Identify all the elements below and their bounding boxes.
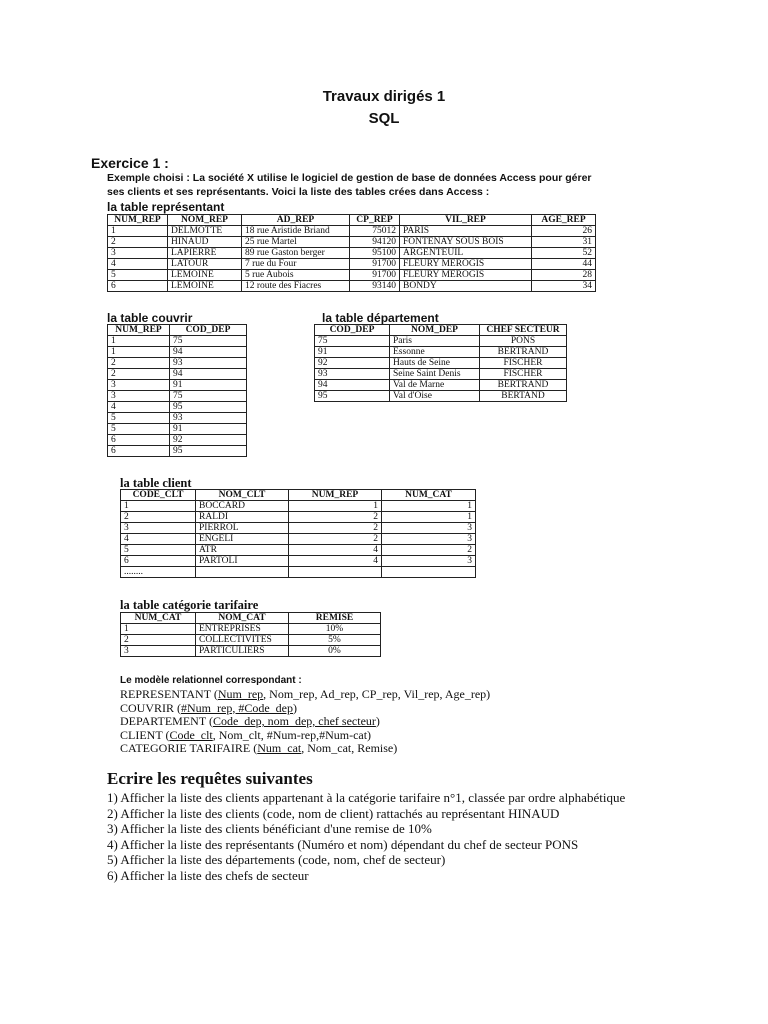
table-row bbox=[121, 624, 381, 635]
table-row bbox=[108, 424, 247, 435]
table-cell: 94 bbox=[170, 369, 247, 380]
request-item: 6) Afficher la liste des chefs de secteur bbox=[107, 867, 309, 883]
table-cell: 5 rue Aubois bbox=[242, 270, 350, 281]
categorie-table bbox=[120, 612, 381, 657]
table-row bbox=[108, 226, 596, 237]
table-row bbox=[108, 413, 247, 424]
table-row bbox=[108, 369, 247, 380]
table-header-row bbox=[108, 215, 596, 226]
couvrir-table bbox=[107, 324, 247, 457]
table-cell: BERTRAND bbox=[480, 380, 567, 391]
table-cell: LATOUR bbox=[168, 259, 242, 270]
column-header: NOM_CLT bbox=[196, 490, 289, 501]
table-cell: PARTOLI bbox=[196, 556, 289, 567]
table-cell bbox=[289, 567, 382, 578]
relational-model bbox=[120, 688, 580, 756]
table-cell: 3 bbox=[108, 248, 168, 259]
table-row bbox=[108, 380, 247, 391]
table-row bbox=[121, 635, 381, 646]
model-relation-name: REPRESENTANT ( bbox=[120, 687, 218, 701]
table-header-row bbox=[315, 325, 567, 336]
table-cell: 94 bbox=[315, 380, 390, 391]
table-cell: PIERROL bbox=[196, 523, 289, 534]
column-header: NOM_CAT bbox=[196, 613, 289, 624]
table-cell: RALDI bbox=[196, 512, 289, 523]
model-attributes: ) bbox=[293, 700, 297, 715]
model-primary-key: Num_rep bbox=[217, 687, 264, 701]
table-cell: 26 bbox=[532, 226, 596, 237]
table-cell: ARGENTEUIL bbox=[400, 248, 532, 259]
column-header: NUM_CAT bbox=[382, 490, 476, 501]
table-cell: LEMOINE bbox=[168, 281, 242, 292]
table-cell: LAPIERRE bbox=[168, 248, 242, 259]
table-cell: 95 bbox=[170, 402, 247, 413]
requests-heading: Ecrire les requêtes suivantes bbox=[107, 769, 313, 788]
table-cell: 4 bbox=[121, 534, 196, 545]
table-row bbox=[121, 567, 476, 578]
table-cell: 28 bbox=[532, 270, 596, 281]
table-cell bbox=[382, 567, 476, 578]
table-cell: 1 bbox=[108, 347, 170, 358]
table-row bbox=[108, 259, 596, 270]
couvrir-table-label: la table couvrir bbox=[107, 311, 193, 325]
table-cell: 91 bbox=[170, 424, 247, 435]
table-cell: 3 bbox=[382, 556, 476, 567]
representant-table bbox=[107, 214, 596, 292]
table-cell: 7 rue du Four bbox=[242, 259, 350, 270]
table-cell: Essonne bbox=[390, 347, 480, 358]
table-row bbox=[315, 347, 567, 358]
table-cell: 4 bbox=[108, 259, 168, 270]
column-header: NUM_REP bbox=[108, 215, 168, 226]
model-relation-name: COUVRIR ( bbox=[120, 700, 182, 715]
table-cell: 3 bbox=[382, 534, 476, 545]
table-row bbox=[121, 545, 476, 556]
model-line-representant bbox=[120, 688, 580, 702]
table-cell: 93 bbox=[315, 369, 390, 380]
table-row bbox=[315, 369, 567, 380]
model-line-departement bbox=[120, 715, 580, 729]
model-primary-key: Code_clt bbox=[169, 727, 213, 742]
table-header-row bbox=[108, 325, 247, 336]
table-cell: 93 bbox=[170, 358, 247, 369]
table-cell: 1 bbox=[108, 336, 170, 347]
table-cell: 5 bbox=[108, 270, 168, 281]
table-cell: 4 bbox=[289, 556, 382, 567]
table-cell: BONDY bbox=[400, 281, 532, 292]
table-cell: 91700 bbox=[350, 259, 400, 270]
table-row bbox=[121, 501, 476, 512]
model-attributes: , Nom_cat, Remise) bbox=[301, 741, 398, 755]
table-row bbox=[121, 534, 476, 545]
column-header: COD_DEP bbox=[315, 325, 390, 336]
page-title: Travaux dirigés 1 bbox=[322, 88, 446, 105]
table-cell: ATR bbox=[196, 545, 289, 556]
table-cell: 75 bbox=[315, 336, 390, 347]
table-cell: 93 bbox=[170, 413, 247, 424]
request-item: 4) Afficher la liste des représentants (Numéro et nom) dépendant du chef de secteur PONS bbox=[107, 836, 579, 852]
table-row bbox=[108, 435, 247, 446]
table-cell: 2 bbox=[121, 512, 196, 523]
table-cell: LEMOINE bbox=[168, 270, 242, 281]
table-cell: 95100 bbox=[350, 248, 400, 259]
categorie-table-label: la table catégorie tarifaire bbox=[120, 598, 259, 612]
table-cell: FONTENAY SOUS BOIS bbox=[400, 237, 532, 248]
table-cell: 5 bbox=[108, 424, 170, 435]
table-cell: PONS bbox=[480, 336, 567, 347]
table-row bbox=[121, 646, 381, 657]
table-row bbox=[315, 380, 567, 391]
departement-table bbox=[314, 324, 567, 402]
table-cell: 0% bbox=[289, 646, 381, 657]
table-cell: 93140 bbox=[350, 281, 400, 292]
table-cell: 1 bbox=[382, 512, 476, 523]
table-cell: FLEURY MEROGIS bbox=[400, 270, 532, 281]
table-cell: 1 bbox=[382, 501, 476, 512]
page-subtitle: SQL bbox=[368, 110, 400, 127]
table-row bbox=[108, 402, 247, 413]
table-cell: 18 rue Aristide Briand bbox=[242, 226, 350, 237]
table-cell: 1 bbox=[108, 226, 168, 237]
table-cell: DELMOTTE bbox=[168, 226, 242, 237]
table-row bbox=[315, 358, 567, 369]
table-cell: 91700 bbox=[350, 270, 400, 281]
table-row bbox=[108, 248, 596, 259]
representant-table-label: la table représentant bbox=[107, 200, 225, 214]
table-row bbox=[315, 391, 567, 402]
model-heading: Le modèle relationnel correspondant : bbox=[120, 675, 302, 686]
table-row bbox=[108, 391, 247, 402]
table-cell: 3 bbox=[121, 523, 196, 534]
table-row bbox=[108, 270, 596, 281]
column-header: NUM_REP bbox=[108, 325, 170, 336]
model-relation-name: DEPARTEMENT ( bbox=[120, 714, 213, 728]
table-cell: BOCCARD bbox=[196, 501, 289, 512]
table-cell: 5 bbox=[121, 545, 196, 556]
table-cell: 75012 bbox=[350, 226, 400, 237]
table-cell: 94 bbox=[170, 347, 247, 358]
table-row bbox=[108, 237, 596, 248]
table-cell bbox=[196, 567, 289, 578]
table-cell: 1 bbox=[289, 501, 382, 512]
table-cell: 95 bbox=[315, 391, 390, 402]
table-cell: 52 bbox=[532, 248, 596, 259]
column-header: NOM_DEP bbox=[390, 325, 480, 336]
table-row bbox=[108, 281, 596, 292]
table-cell: 2 bbox=[289, 523, 382, 534]
table-cell: 92 bbox=[315, 358, 390, 369]
table-cell: 89 rue Gaston berger bbox=[242, 248, 350, 259]
table-cell: 5% bbox=[289, 635, 381, 646]
model-primary-key: Code_dep, nom_dep, chef secteur bbox=[212, 714, 376, 728]
model-line-categorie bbox=[120, 742, 580, 756]
table-cell: 2 bbox=[121, 635, 196, 646]
table-cell: BERTAND bbox=[480, 391, 567, 402]
table-cell: ENTREPRISES bbox=[196, 624, 289, 635]
table-cell: Paris bbox=[390, 336, 480, 347]
table-cell: Val de Marne bbox=[390, 380, 480, 391]
table-row bbox=[108, 336, 247, 347]
table-cell: 2 bbox=[289, 512, 382, 523]
column-header: REMISE bbox=[289, 613, 381, 624]
table-cell: 44 bbox=[532, 259, 596, 270]
client-table bbox=[120, 489, 476, 578]
requests-list bbox=[107, 790, 687, 883]
request-item: 2) Afficher la liste des clients (code, nom de client) rattachés au représentant HINAUD bbox=[107, 805, 560, 821]
table-cell: PARIS bbox=[400, 226, 532, 237]
model-relation-name: CLIENT ( bbox=[120, 727, 170, 742]
column-header: COD_DEP bbox=[170, 325, 247, 336]
table-cell: 2 bbox=[108, 369, 170, 380]
table-cell: ........ bbox=[121, 567, 196, 578]
column-header: VIL_REP bbox=[400, 215, 532, 226]
table-cell: FISCHER bbox=[480, 358, 567, 369]
request-item: 5) Afficher la liste des départements (code, nom, chef de secteur) bbox=[107, 852, 446, 867]
model-line-client bbox=[120, 729, 580, 743]
table-cell: 5 bbox=[108, 413, 170, 424]
column-header: AD_REP bbox=[242, 215, 350, 226]
client-table-label: la table client bbox=[120, 476, 192, 490]
column-header: CODE_CLT bbox=[121, 490, 196, 501]
table-cell: 91 bbox=[315, 347, 390, 358]
table-header-row bbox=[121, 613, 381, 624]
table-cell: 75 bbox=[170, 336, 247, 347]
table-cell: COLLECTIVITES bbox=[196, 635, 289, 646]
table-cell: 34 bbox=[532, 281, 596, 292]
table-cell: 2 bbox=[382, 545, 476, 556]
table-row bbox=[108, 347, 247, 358]
table-cell: 6 bbox=[121, 556, 196, 567]
table-cell: 3 bbox=[108, 391, 170, 402]
column-header: CHEF SECTEUR bbox=[480, 325, 567, 336]
table-cell: 6 bbox=[108, 446, 170, 457]
table-cell: 6 bbox=[108, 281, 168, 292]
table-cell: 94120 bbox=[350, 237, 400, 248]
table-cell: PARTICULIERS bbox=[196, 646, 289, 657]
table-cell: 1 bbox=[121, 501, 196, 512]
table-cell: 31 bbox=[532, 237, 596, 248]
table-cell: 6 bbox=[108, 435, 170, 446]
table-cell: 95 bbox=[170, 446, 247, 457]
column-header: NUM_REP bbox=[289, 490, 382, 501]
model-relation-name: CATEGORIE TARIFAIRE ( bbox=[120, 741, 258, 755]
table-cell: Val d'Oise bbox=[390, 391, 480, 402]
table-cell: 1 bbox=[121, 624, 196, 635]
model-attributes: , Nom_rep, Ad_rep, CP_rep, Vil_rep, Age_rep) bbox=[263, 687, 491, 701]
model-attributes: , Nom_clt, #Num-rep,#Num-cat) bbox=[212, 727, 372, 742]
table-cell: 2 bbox=[289, 534, 382, 545]
model-primary-key: Num_cat bbox=[257, 741, 302, 755]
table-cell: 92 bbox=[170, 435, 247, 446]
table-cell: 75 bbox=[170, 391, 247, 402]
column-header: NUM_CAT bbox=[121, 613, 196, 624]
exercise-heading: Exercice 1 : bbox=[91, 155, 169, 171]
table-row bbox=[315, 336, 567, 347]
table-cell: 2 bbox=[108, 237, 168, 248]
table-cell: 10% bbox=[289, 624, 381, 635]
table-cell: 4 bbox=[289, 545, 382, 556]
table-cell: Hauts de Seine bbox=[390, 358, 480, 369]
column-header: AGE_REP bbox=[532, 215, 596, 226]
model-attributes: ) bbox=[375, 714, 380, 728]
table-cell: 25 rue Martel bbox=[242, 237, 350, 248]
table-cell: FISCHER bbox=[480, 369, 567, 380]
table-cell: 4 bbox=[108, 402, 170, 413]
table-cell: FLEURY MEROGIS bbox=[400, 259, 532, 270]
model-line-couvrir bbox=[120, 702, 580, 716]
table-row bbox=[121, 556, 476, 567]
table-row bbox=[108, 358, 247, 369]
table-row bbox=[121, 512, 476, 523]
table-row bbox=[121, 523, 476, 534]
column-header: NOM_REP bbox=[168, 215, 242, 226]
table-cell: BERTRAND bbox=[480, 347, 567, 358]
table-cell: ENGELI bbox=[196, 534, 289, 545]
model-primary-key: #Num_rep, #Code_dep bbox=[181, 700, 293, 715]
request-item: 3) Afficher la liste des clients bénéficiant d'une remise de 10% bbox=[107, 821, 432, 836]
table-cell: 3 bbox=[121, 646, 196, 657]
table-cell: 12 route des Fiacres bbox=[242, 281, 350, 292]
exercise-intro: Exemple choisi : La société X utilise le logiciel de gestion de base de données Access pour gérer ses clients et ses représentants. Voici la liste des tables crées dans Access : bbox=[107, 172, 592, 198]
table-cell: HINAUD bbox=[168, 237, 242, 248]
table-cell: Seine Saint Denis bbox=[390, 369, 480, 380]
table-cell: 91 bbox=[170, 380, 247, 391]
table-header-row bbox=[121, 490, 476, 501]
table-cell: 3 bbox=[108, 380, 170, 391]
request-item: 1) Afficher la liste des clients appartenant à la catégorie tarifaire n°1, classée par ordre alphabétique bbox=[107, 790, 626, 805]
column-header: CP_REP bbox=[350, 215, 400, 226]
table-cell: 2 bbox=[108, 358, 170, 369]
table-row bbox=[108, 446, 247, 457]
table-cell: 3 bbox=[382, 523, 476, 534]
departement-table-label: la table département bbox=[322, 311, 439, 325]
